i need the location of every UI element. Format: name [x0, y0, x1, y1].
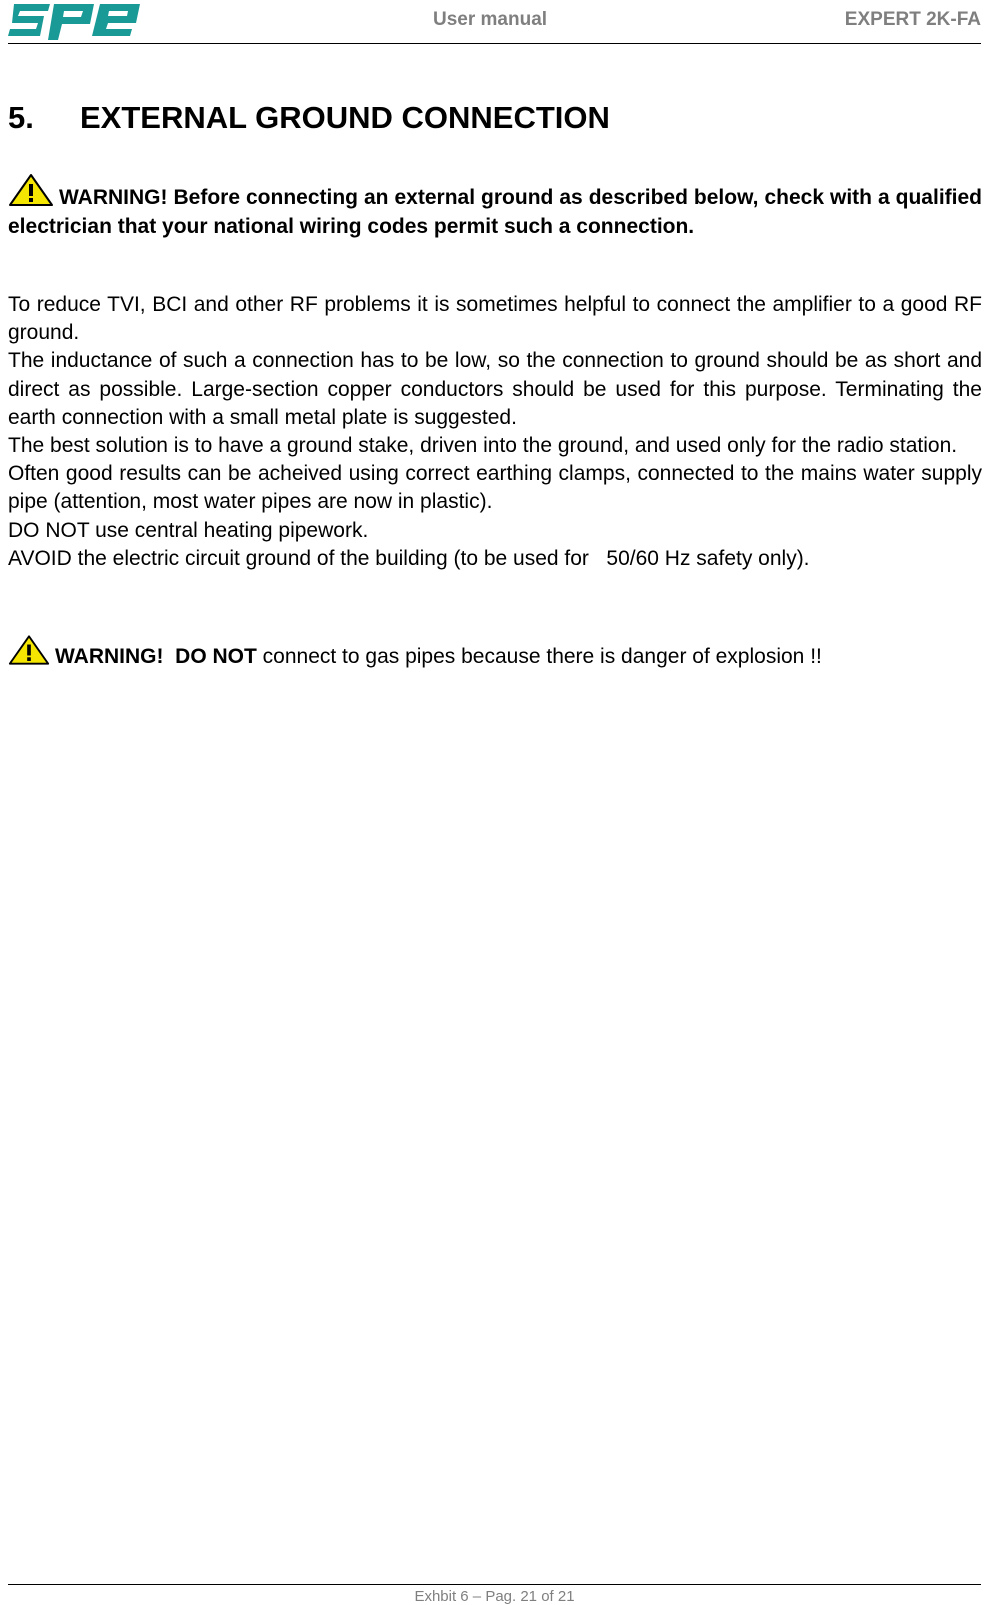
paragraph: To reduce TVI, BCI and other RF problems it is sometimes helpful to connect the amplifier to a good RF ground. — [8, 293, 982, 345]
warning-bottom — [8, 634, 982, 671]
header-model: EXPERT 2K-FA — [844, 9, 981, 30]
paragraph: DO NOT use central heating pipework. — [8, 518, 369, 542]
warning-bottom-text: connect to gas pipes because there is danger of explosion !! — [256, 645, 822, 668]
page-footer: Exhbit 6 – Pag. 21 of 21 — [414, 1588, 575, 1605]
page-header — [8, 0, 981, 44]
warning-triangle-icon — [8, 634, 50, 666]
section-number: 5. — [8, 100, 34, 135]
header-doc-type: User manual — [433, 9, 548, 30]
warning-top — [8, 173, 982, 241]
section-title-text: EXTERNAL GROUND CONNECTION — [80, 100, 610, 135]
warning-bottom-label: WARNING! DO NOT — [55, 645, 257, 668]
paragraph: AVOID the electric circuit ground of the building (to be used for 50/60 Hz safety only). — [8, 546, 810, 570]
warning-top-text: WARNING! Before connecting an external ground as described below, check with a qualified electrician that your national wiring codes permit such a connection. — [8, 186, 982, 238]
footer-rule — [8, 1584, 981, 1585]
warning-triangle-icon — [8, 173, 54, 207]
section-title — [8, 100, 610, 136]
paragraph: Often good results can be acheived using correct earthing clamps, connected to the mains water supply pipe (attention, most water pipes are now in plastic). — [8, 462, 982, 514]
paragraph: The best solution is to have a ground stake, driven into the ground, and used only for the radio station. — [8, 434, 958, 458]
paragraph: The inductance of such a connection has to be low, so the connection to ground should be as short and direct as possible. Large-section copper conductors should be used for this purpose. Terminating the earth connection with a small metal plate is suggested. — [8, 349, 982, 429]
spe-logo — [8, 0, 140, 40]
body-text — [8, 291, 982, 573]
